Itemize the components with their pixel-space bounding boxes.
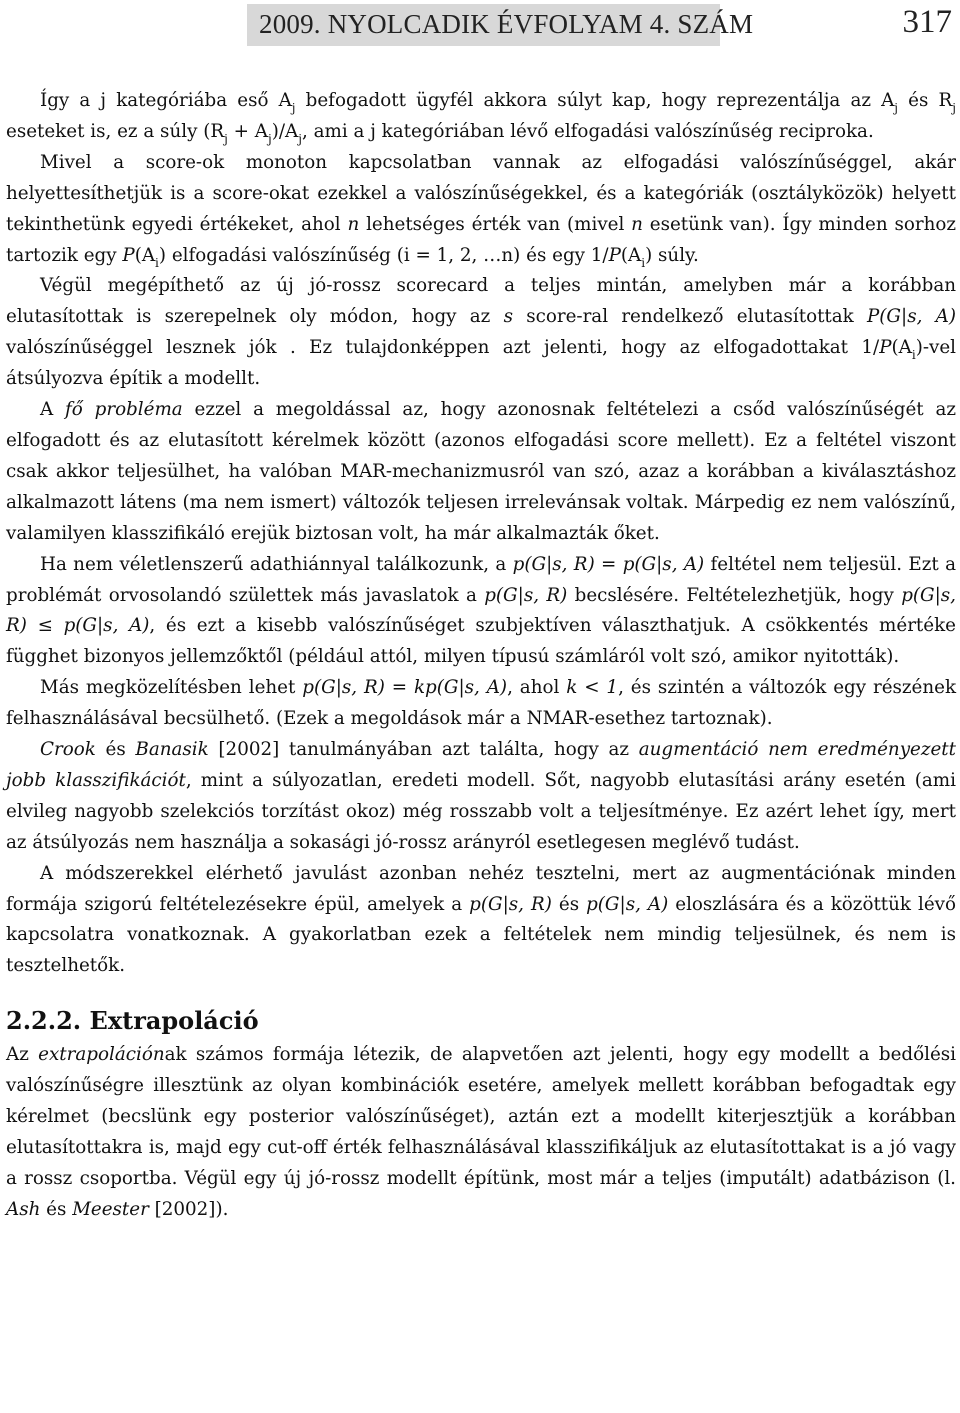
text: Az	[6, 1044, 39, 1066]
text: A	[40, 399, 66, 421]
paragraph-3	[6, 271, 956, 395]
italic-text: n	[631, 213, 643, 235]
text: valószínűséggel lesznek jók . Ez tulajdonképpen azt jelenti, hogy az elfogadottakat 1/	[6, 337, 880, 359]
formula: p(G|s, R) = kp(G|s, A)	[302, 677, 508, 699]
text: [2002]).	[148, 1198, 229, 1220]
text: , és ezt a kisebb valószínűséget szubjektíven választhatjuk. A csökkentés mértéke függhet bizonyos jellemzőktől (például attól, milyen típusú számláról volt szó, amikor nyitották).	[6, 615, 956, 668]
text: , ahol	[507, 677, 567, 699]
italic-text: n	[347, 213, 360, 235]
formula: p(G|s, A)	[586, 893, 669, 915]
text: , ami a j kategóriában lévő elfogadási valószínűség reciproka.	[301, 120, 874, 142]
italic-text: P	[879, 337, 892, 359]
page-header	[0, 0, 960, 48]
author-name: Meester	[72, 1198, 149, 1220]
italic-text: s	[503, 306, 513, 328]
text: , és szintén a változók egy részének felhasználásával becsülhető. (Ezek a megoldások már a NMAR-esethez tartoznak).	[6, 677, 957, 730]
formula: p(G|s, R) ≤ p(G|s, A)	[6, 584, 956, 637]
subscript: j	[894, 101, 899, 115]
text: Mivel a score-ok monoton kapcsolatban vannak az elfogadási valószínűséggel, akár helyettesíthetjük is a score-okat ezekkel a valószínűségekkel, és a kategóriák (osztályközök) helyett tekinthetünk egyedi értékeket, ahol	[6, 151, 956, 235]
text: eseteket is, ez a súly (R	[6, 120, 225, 142]
page-number: 317	[902, 4, 952, 40]
formula: p(G|s, R)	[469, 893, 552, 915]
paragraph-8	[6, 859, 956, 983]
author-name: Banasik	[135, 739, 209, 761]
subscript: j	[298, 131, 302, 146]
text: és	[551, 893, 587, 915]
text: )/A	[271, 120, 299, 142]
text: feltétel nem teljesül. Ezt a problémát orvosolandó születtek más javaslatok a	[6, 553, 956, 606]
author-name: Ash	[6, 1198, 41, 1220]
italic-text: P(G|s, A)	[867, 306, 956, 328]
subscript: i	[641, 255, 646, 270]
author-name: Crook	[40, 739, 96, 761]
paragraph-4	[6, 395, 956, 550]
text: és	[40, 1198, 73, 1220]
text: Végül megépíthető az új jó-rossz scorecard a teljes mintán, amelyben már a korábban elutasítottak is szerepelnek oly módon, hogy az	[6, 275, 956, 328]
subscript: j	[224, 131, 228, 146]
text: és R	[898, 90, 953, 111]
text: )-vel átsúlyozva építik a modellt.	[6, 337, 956, 390]
text: [2002] tanulmányában azt találta, hogy az	[208, 739, 639, 761]
text: lehetséges érték van (mivel	[359, 213, 632, 235]
italic-text: P	[608, 244, 621, 266]
subscript: i	[155, 255, 159, 270]
italic-text: augmentáció nem eredményezett jobb klasszifikációt	[6, 739, 956, 791]
text: ) súly.	[645, 244, 699, 266]
text: Ha nem véletlenszerű adathiánnyal találkozunk, a	[40, 553, 513, 575]
formula: k < 1	[566, 677, 619, 699]
text: (A	[620, 244, 642, 266]
text: Így a j kategóriába eső A	[40, 90, 292, 111]
text: A módszerekkel elérhető javulást azonban nehéz tesztelni, mert az augmentációnak minden formája szigorú feltételezésekre épül, amelyek a	[6, 862, 956, 915]
italic-text: P	[122, 244, 135, 266]
formula: p(G|s, R) = p(G|s, A)	[512, 553, 705, 575]
paragraph-9	[6, 1040, 956, 1225]
text: esetünk van). Így minden sorhoz tartozik egy	[6, 213, 956, 266]
section-heading: 2.2.2. Extrapoláció	[6, 1006, 259, 1036]
text: ezzel a megoldással az, hogy azonosnak feltételezi a csőd valószínűségét az elfogadott és az elutasított kérelmek között (azonos elfogadási score mellett). Ez a feltétel viszont csak akkor teljesülhet, ha valóban MAR-mechanizmusról van szó, azaz a korábban a kiválasztáshoz alkalmazott látens (ma nem ismert) változók teljesen irrelevánsak voltak. Márpedig ez nem valószínű, valamilyen klasszifikáló erejük biztosan volt, ha már alkalmazták őket.	[6, 399, 957, 544]
text: ) elfogadási valószínűség (i = 1, 2, …n) és egy 1/	[158, 244, 609, 266]
text: (A	[891, 337, 912, 359]
paragraph-2	[6, 148, 956, 272]
subscript: j	[952, 101, 956, 115]
italic-text: extrapoláción	[38, 1044, 165, 1066]
text: eloszlására és a közöttük lévő kapcsolatra vonatkoznak. A gyakorlatban ezek a feltételek nem mindig teljesülnek, és nem is tesztelhetők.	[6, 893, 957, 977]
text: score-ral rendelkező elutasítottak	[512, 306, 867, 328]
text: , mint a súlyozatlan, eredeti modell. Sőt, nagyobb elutasítási arány esetén (ami elvileg nagyobb szelekciós torzítást okoz) még rosszabb volt a teljesítménye. Ez azért lehet így, mert az átsúlyozás nem használja a sokasági jó-rossz arányról esetlegesen meglévő tudást.	[6, 769, 956, 853]
paragraph-5	[6, 550, 956, 674]
paragraph-1	[6, 86, 956, 148]
article-body	[6, 86, 956, 1226]
subscript: i	[911, 348, 916, 363]
text: + A	[227, 120, 268, 142]
subscript: j	[291, 101, 296, 115]
paragraph-7	[6, 735, 956, 859]
formula: p(G|s, R)	[484, 584, 568, 606]
subscript: j	[268, 131, 272, 146]
journal-issue-title: 2009. NYOLCADIK ÉVFOLYAM 4. SZÁM	[259, 9, 754, 39]
text: (A	[134, 244, 156, 266]
paragraph-6	[6, 673, 956, 735]
text: befogadott ügyfél akkora súlyt kap, hogy reprezentálja az A	[295, 90, 895, 111]
text: és	[95, 739, 136, 761]
italic-text: fő probléma	[65, 399, 183, 421]
text: Más megközelítésben lehet	[40, 677, 303, 699]
text: ak számos formája létezik, de alapvetően azt jelenti, hogy egy modellt a bedőlési valószínűségre illesztünk az olyan kombinációk esetére, amelyek mellett korábban befogadtak egy kérelmet (becslünk egy posterior valószínűséget), aztán ezt a modellt kiterjesztjük a korábban elutasítottakra is, majd egy cut-off érték felhasználásával klasszifikáljuk az elutasítottakat is a jó vagy a rossz csoportba. Végül egy új jó-rossz modellt építünk, most már a teljes (imputált) adatbázison (l.	[6, 1044, 956, 1189]
text: becslésére. Feltételezhetjük, hogy	[567, 584, 902, 606]
